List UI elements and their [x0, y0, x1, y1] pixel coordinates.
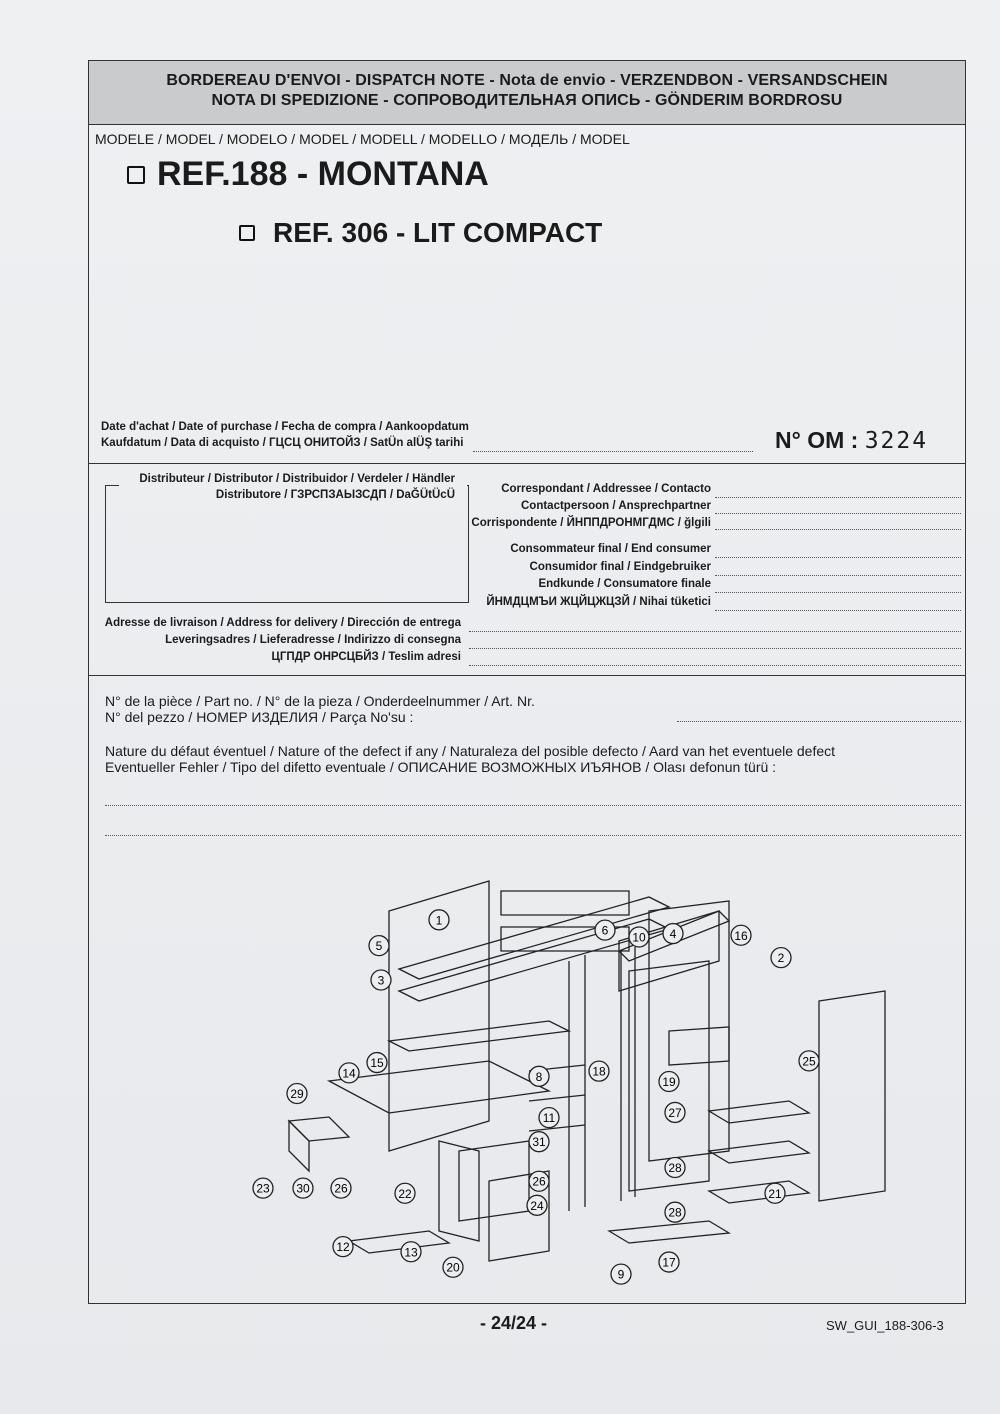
callout-number: 26	[334, 1181, 348, 1196]
callout-number: 4	[669, 927, 677, 942]
callout-12	[333, 1237, 353, 1257]
callout-number: 31	[532, 1135, 546, 1150]
callout-number: 18	[592, 1064, 606, 1079]
panel-shape	[669, 1027, 729, 1065]
callout-31	[529, 1132, 549, 1152]
callout-1	[429, 910, 449, 930]
correspondent-line: Correspondant / Addressee / Contacto	[501, 483, 711, 495]
callout-22	[395, 1183, 415, 1203]
distributor-label	[115, 471, 455, 503]
defect-label	[105, 743, 835, 775]
callout-30	[293, 1178, 313, 1198]
om-value: 3224	[864, 428, 929, 454]
callout-number: 5	[375, 939, 383, 954]
panel-shape	[709, 1181, 809, 1203]
panel-shape	[709, 1101, 809, 1123]
callout-number: 8	[535, 1069, 543, 1084]
end-consumer-field[interactable]	[715, 610, 961, 611]
defect-label-line: Eventueller Fehler / Tipo del difetto eventuale / ОПИСАНИЕ ВОЗМОЖНЫХ ИЪЯНОВ / Olası defonun türü :	[105, 759, 777, 775]
ref-option-montana[interactable]	[127, 155, 489, 194]
callout-19	[659, 1071, 679, 1091]
callout-15	[367, 1053, 387, 1073]
drawer-shape	[289, 1121, 309, 1171]
callout-number: 27	[668, 1105, 682, 1120]
callout-4	[663, 924, 683, 944]
callout-10	[629, 927, 649, 947]
header-line-1: BORDEREAU D'ENVOI - DISPATCH NOTE - Nota de envio - VERZENDBON - VERSANDSCHEIN	[166, 72, 888, 89]
callout-number: 21	[768, 1186, 782, 1201]
om-label: N° OM :	[775, 427, 859, 453]
callout-17	[659, 1252, 679, 1272]
callout-number: 2	[777, 951, 785, 966]
ladder-step	[529, 1125, 585, 1131]
defect-field[interactable]	[105, 805, 961, 806]
panel-shape	[609, 1221, 729, 1243]
callout-number: 11	[542, 1111, 556, 1126]
callout-number: 15	[370, 1056, 384, 1071]
end-consumer-field[interactable]	[715, 557, 961, 558]
panel-shape	[501, 891, 629, 915]
callout-6	[595, 920, 615, 940]
correspondent-line: Corrispondente / ЙНППДРОНМГДМС / ğlgili	[471, 517, 711, 529]
callout-23	[253, 1178, 273, 1198]
callout-number: 20	[446, 1260, 460, 1275]
correspondent-label	[469, 481, 711, 532]
callout-number: 22	[398, 1186, 412, 1201]
callout-8	[529, 1066, 549, 1086]
model-label: MODELE / MODEL / MODELO / MODEL / MODELL / MODELLO / МОДЕЛЬ / MODEL	[95, 131, 630, 147]
om-number	[775, 427, 928, 454]
callout-26	[529, 1171, 549, 1191]
part-number-label	[105, 693, 535, 725]
callout-number: 30	[296, 1181, 310, 1196]
consumer-line: Consumidor final / Eindgebruiker	[529, 560, 711, 573]
callout-2	[771, 948, 791, 968]
defect-field[interactable]	[105, 835, 961, 836]
callout-number: 14	[342, 1066, 356, 1081]
distributor-label-line-1: Distributeur / Distributor / Distribuidor / Verdeler / Händler	[139, 473, 455, 485]
date-label-line-1: Date d'achat / Date of purchase / Fecha de compra / Aankoopdatum	[101, 421, 469, 433]
ladder-step	[529, 1095, 585, 1101]
panel-shape	[389, 1021, 569, 1051]
consumer-line: Endkunde / Consumatore finale	[538, 578, 711, 590]
delivery-line: Leveringsadres / Lieferadresse / Indirizzo di consegna	[165, 634, 461, 646]
form-frame	[88, 60, 966, 1304]
exploded-furniture-diagram	[149, 851, 909, 1291]
callout-25	[799, 1051, 819, 1071]
callout-number: 9	[617, 1267, 625, 1282]
form-header	[89, 61, 965, 125]
callout-number: 28	[668, 1160, 682, 1175]
date-of-purchase-label	[101, 419, 469, 451]
correspondent-line: Contactpersoon / Ansprechpartner	[521, 500, 711, 512]
callout-21	[765, 1183, 785, 1203]
callout-27	[665, 1102, 685, 1122]
callout-3	[371, 970, 391, 990]
callout-number: 1	[435, 913, 443, 928]
callout-18	[589, 1061, 609, 1081]
document-code: SW_GUI_188-306-3	[826, 1318, 944, 1333]
callout-number: 28	[668, 1205, 682, 1220]
callout-number: 16	[734, 928, 748, 943]
correspondent-field[interactable]	[715, 513, 961, 514]
distributor-label-line-2: Distributore / ГЗРСПЗАЫЗСДП / DaĞÜtÜcÜ	[215, 489, 455, 501]
callout-number: 13	[404, 1245, 418, 1260]
delivery-address-field[interactable]	[469, 665, 961, 666]
callout-number: 26	[532, 1174, 546, 1189]
correspondent-field[interactable]	[715, 529, 961, 530]
callout-number: 10	[632, 930, 646, 945]
panel-shape	[459, 1141, 529, 1221]
date-of-purchase-field[interactable]	[473, 451, 753, 452]
callout-number: 17	[662, 1255, 676, 1270]
part-label-line: N° de la pièce / Part no. / N° de la pieza / Onderdeelnummer / Art. Nr.	[105, 693, 535, 709]
panel-shape	[819, 991, 885, 1201]
delivery-address-label	[93, 615, 461, 666]
end-consumer-field[interactable]	[715, 575, 961, 576]
consumer-line: Consommateur final / End consumer	[510, 543, 711, 555]
callout-28	[665, 1202, 685, 1222]
callout-number: 19	[662, 1074, 676, 1089]
callout-number: 6	[601, 923, 609, 938]
delivery-address-field[interactable]	[469, 631, 961, 632]
callout-number: 29	[290, 1087, 304, 1102]
divider	[89, 463, 965, 464]
part-label-line: N° del pezzo / НОМЕР ИЗДЕЛИЯ / Parça No'su :	[105, 709, 414, 725]
panel-shape	[349, 1231, 449, 1253]
end-consumer-field[interactable]	[715, 592, 961, 593]
callout-5	[369, 936, 389, 956]
ref-label: REF.188 - MONTANA	[157, 155, 489, 193]
callout-24	[527, 1195, 547, 1215]
callout-number: 24	[530, 1198, 544, 1213]
header-line-2: NOTA DI SPEDIZIONE - СОПРОВОДИТЕЛЬНАЯ ОПИСЬ - GÖNDERIM BORDROSU	[211, 92, 843, 109]
callout-29	[287, 1084, 307, 1104]
drawer-shape	[289, 1117, 349, 1141]
delivery-line: ЦГПДР ОНРСЦБЙЗ / Teslim adresi	[271, 651, 461, 663]
callout-16	[731, 925, 751, 945]
ref-option-lit-compact[interactable]	[239, 217, 602, 249]
part-number-field[interactable]	[677, 721, 961, 722]
delivery-line: Adresse de livraison / Address for delivery / Dirección de entrega	[104, 617, 461, 629]
callout-number: 23	[256, 1181, 270, 1196]
delivery-address-field[interactable]	[469, 648, 961, 649]
checkbox-icon[interactable]	[127, 166, 145, 184]
date-label-line-2: Kaufdatum / Data di acquisto / ГЦСЦ ОНИТОЙЗ / SatÜn alÜŞ tarihi	[101, 437, 464, 449]
callout-9	[611, 1264, 631, 1284]
callout-11	[539, 1108, 559, 1128]
callout-14	[339, 1063, 359, 1083]
callout-number: 12	[336, 1240, 350, 1255]
panel-shape	[649, 901, 729, 1161]
callout-number: 3	[377, 973, 385, 988]
consumer-line: ЙНМДЦМЪИ ЖЦЙЦЖЦЗЙ / Nihai tüketici	[486, 595, 711, 608]
end-consumer-label	[469, 541, 711, 611]
callout-28	[665, 1157, 685, 1177]
callout-20	[443, 1257, 463, 1277]
callout-26	[331, 1178, 351, 1198]
ref-label: REF. 306 - LIT COMPACT	[273, 217, 603, 248]
checkbox-icon[interactable]	[239, 225, 255, 241]
correspondent-field[interactable]	[715, 497, 961, 498]
defect-label-line: Nature du défaut éventuel / Nature of the defect if any / Naturaleza del posible defecto / Aard van het eventuele defect	[105, 743, 836, 759]
callout-number: 25	[802, 1054, 816, 1069]
page-number: - 24/24 -	[480, 1313, 548, 1333]
divider	[89, 675, 965, 676]
callout-13	[401, 1242, 421, 1262]
panel-shape	[329, 1061, 549, 1113]
